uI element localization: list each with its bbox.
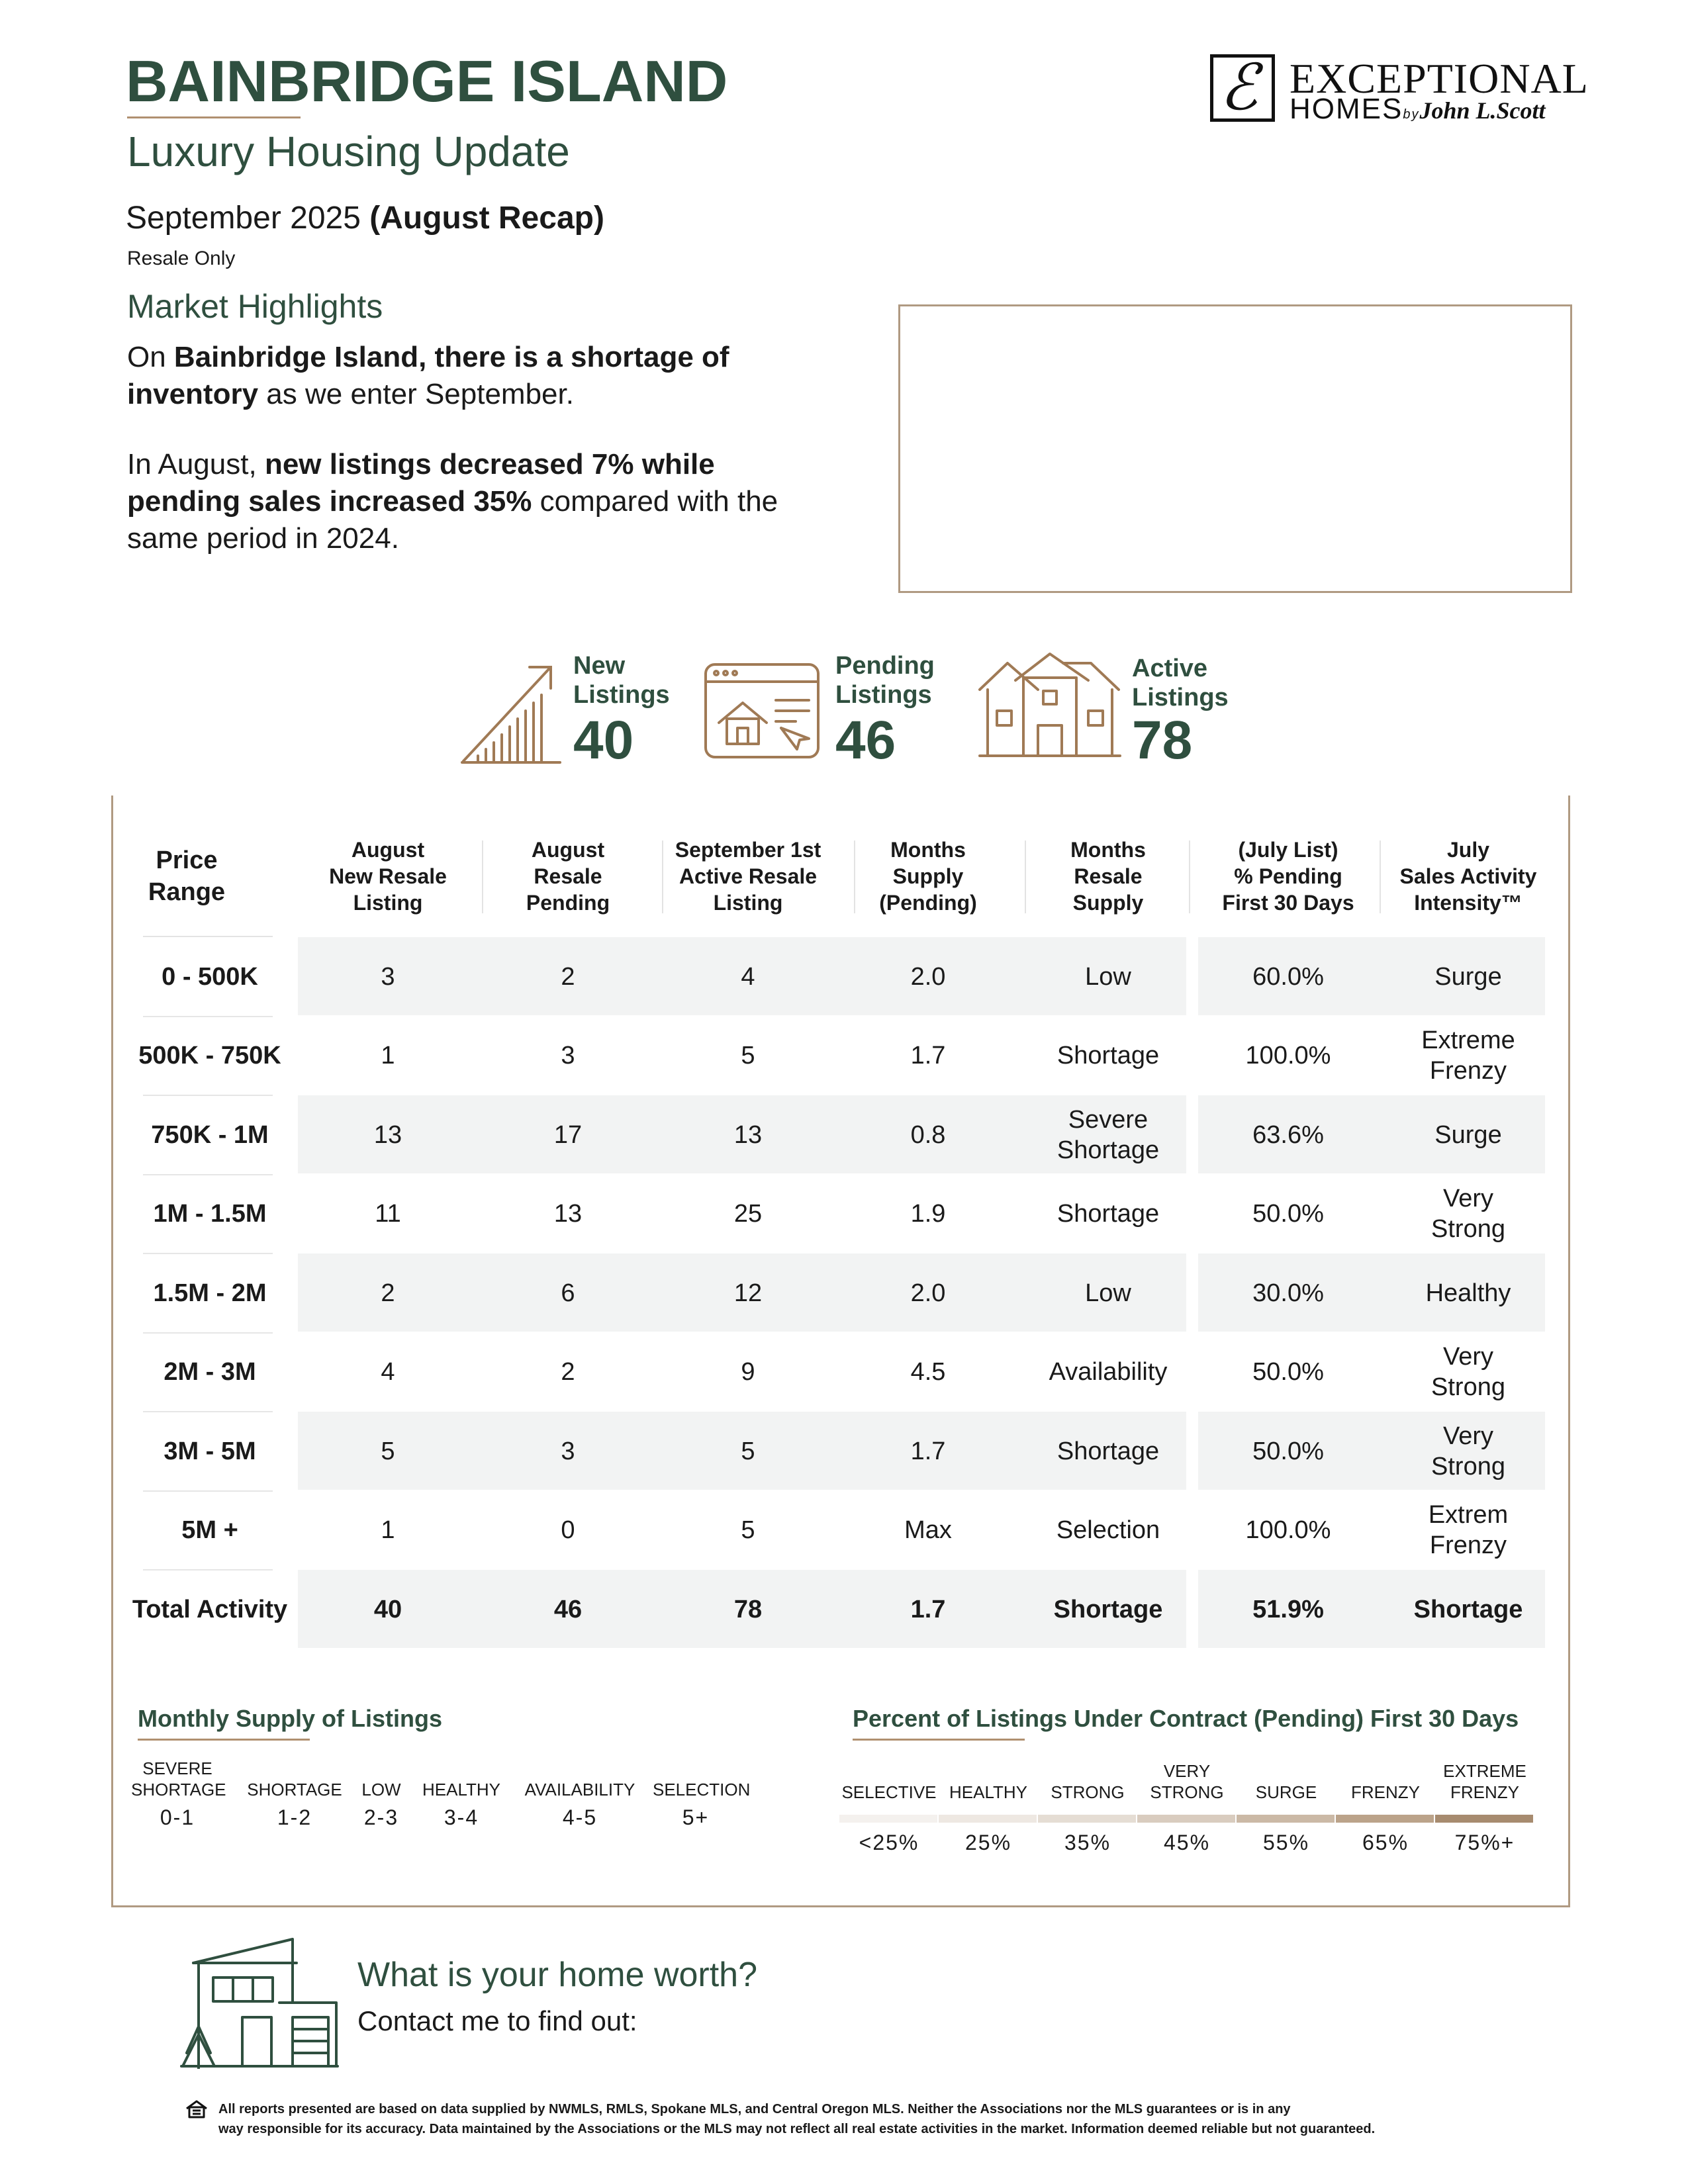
table-cell: Surge bbox=[1434, 1120, 1502, 1149]
column-header bbox=[1018, 837, 1198, 916]
column-header bbox=[478, 837, 658, 916]
page-subtitle: Luxury Housing Update bbox=[127, 128, 570, 175]
supply-legend-label: SHORTAGE bbox=[247, 1780, 342, 1799]
table-cell: 13 bbox=[733, 1120, 763, 1149]
highlight-paragraph-1 bbox=[127, 339, 829, 413]
table-cell: 3 bbox=[561, 1437, 575, 1465]
column-header-line: Months bbox=[1070, 838, 1146, 862]
p1-text-a: On bbox=[127, 341, 174, 373]
report-date bbox=[126, 200, 604, 236]
table-cell: Very Strong bbox=[1431, 1185, 1505, 1244]
total-cell: Total Activity bbox=[132, 1595, 288, 1623]
disclaimer bbox=[218, 2099, 1476, 2139]
table-cell: Very Strong bbox=[1431, 1422, 1505, 1480]
pending-legend-value: <25% bbox=[859, 1831, 919, 1854]
table-cell: Extreme Frenzy bbox=[1421, 1026, 1515, 1085]
table-cell: 4.5 bbox=[910, 1358, 946, 1387]
table-cell: 5 bbox=[741, 1516, 755, 1545]
total-cell: 40 bbox=[373, 1595, 402, 1623]
total-cell: 51.9% bbox=[1252, 1595, 1324, 1623]
table-cell: 1 bbox=[381, 1042, 395, 1070]
pending-legend-swatch bbox=[1435, 1815, 1533, 1823]
column-header bbox=[298, 837, 478, 916]
supply-legend-title: Monthly Supply of Listings bbox=[138, 1705, 442, 1732]
table-cell: 100.0% bbox=[1245, 1042, 1331, 1070]
stat-new-label bbox=[573, 651, 670, 709]
pending-legend-label: HEALTHY bbox=[949, 1782, 1027, 1802]
p2-text-c: compared with the same period in 2024. bbox=[127, 485, 778, 555]
logo-homes: HOMES bbox=[1289, 93, 1403, 125]
pending-legend-swatch bbox=[939, 1815, 1037, 1823]
pending-legend-title: Percent of Listings Under Contract (Pending) First 30 Days bbox=[853, 1705, 1519, 1732]
table-cell: 50.0% bbox=[1252, 1437, 1324, 1465]
table-cell: Max bbox=[904, 1516, 952, 1545]
supply-legend-label: SEVERE SHORTAGE bbox=[131, 1758, 226, 1799]
table-cell: 30.0% bbox=[1252, 1279, 1324, 1307]
table-cell: 1.9 bbox=[910, 1200, 946, 1228]
cta-title: What is your home worth? bbox=[357, 1956, 758, 1994]
table-cell: Healthy bbox=[1425, 1279, 1511, 1307]
table-cell: 1.5M - 2M bbox=[153, 1279, 267, 1307]
house-icon bbox=[977, 651, 1123, 767]
total-cell: Shortage bbox=[1053, 1595, 1163, 1623]
supply-legend-label: SELECTION bbox=[653, 1780, 751, 1799]
table-cell: 3 bbox=[561, 1042, 575, 1070]
logo-line1: EXCEPTIONAL bbox=[1289, 55, 1589, 102]
listing-screen-icon bbox=[703, 662, 822, 764]
logo-e-glyph: ℰ bbox=[1219, 50, 1258, 124]
column-header-line: Months bbox=[890, 838, 966, 862]
supply-legend-rule bbox=[138, 1739, 310, 1741]
supply-legend-label: LOW bbox=[361, 1780, 401, 1799]
report-month: September 2025 bbox=[126, 201, 361, 236]
total-cell: 1.7 bbox=[910, 1595, 946, 1623]
column-header bbox=[838, 837, 1018, 916]
supply-legend-value: 4-5 bbox=[562, 1805, 598, 1829]
table-cell: 5M + bbox=[181, 1516, 238, 1545]
p1-text-bold: Bainbridge Island, there is a shortage of inventory bbox=[127, 341, 729, 410]
table-cell: 0.8 bbox=[910, 1120, 946, 1149]
pending-legend-label: EXTREME FRENZY bbox=[1443, 1761, 1526, 1802]
supply-legend-value: 2-3 bbox=[363, 1805, 399, 1829]
highlight-paragraph-2 bbox=[127, 446, 829, 557]
supply-legend-label: AVAILABILITY bbox=[524, 1780, 635, 1799]
supply-legend-value: 1-2 bbox=[277, 1805, 312, 1829]
report-recap: (August Recap) bbox=[369, 201, 604, 236]
table-cell: 2 bbox=[561, 1358, 575, 1387]
table-cell: 17 bbox=[553, 1120, 583, 1149]
table-cell: Shortage bbox=[1056, 1437, 1160, 1465]
table-cell: Availability bbox=[1049, 1358, 1168, 1387]
table-cell: Surge bbox=[1434, 962, 1502, 991]
pending-legend-label: VERY STRONG bbox=[1150, 1761, 1224, 1802]
stat-new-label-2: Listings bbox=[573, 681, 670, 709]
total-cell: Shortage bbox=[1413, 1595, 1523, 1623]
supply-legend-value: 3-4 bbox=[444, 1805, 479, 1829]
column-header-line: Range bbox=[148, 878, 226, 906]
p2-text-a: In August, bbox=[127, 448, 265, 480]
table-cell: 60.0% bbox=[1252, 962, 1324, 991]
pending-legend-value: 45% bbox=[1163, 1831, 1211, 1854]
supply-legend-value: 5+ bbox=[682, 1805, 710, 1829]
resale-only-note: Resale Only bbox=[127, 248, 236, 269]
pending-legend-label: FRENZY bbox=[1351, 1782, 1420, 1802]
table-cell: Very Strong bbox=[1431, 1343, 1505, 1402]
disclaimer-line-2: way responsible for its accuracy. Data maintained by the Associations or the MLS may not reflect all real estate activities in the market. Information deemed reliable but not guaranteed. bbox=[218, 2122, 1376, 2136]
stat-pending-label-2: Listings bbox=[835, 681, 932, 709]
supply-legend-value: 0-1 bbox=[160, 1805, 195, 1829]
table-cell: 0 - 500K bbox=[162, 962, 258, 991]
column-header-line: Intensity™ bbox=[1414, 891, 1523, 915]
column-header-line: % Pending bbox=[1234, 864, 1342, 888]
table-cell: 1 bbox=[381, 1516, 395, 1545]
table-cell: 2.0 bbox=[910, 1279, 946, 1307]
pending-legend-swatch bbox=[1336, 1815, 1434, 1823]
column-header-line: New Resale bbox=[329, 864, 447, 888]
pending-legend-value: 65% bbox=[1362, 1831, 1409, 1854]
pending-legend-label: SELECTIVE bbox=[841, 1782, 937, 1802]
column-header-line: Resale bbox=[1074, 864, 1143, 888]
column-header bbox=[1378, 837, 1558, 916]
logo-line2 bbox=[1289, 93, 1546, 126]
table-cell: 50.0% bbox=[1252, 1200, 1324, 1228]
supply-legend-label: HEALTHY bbox=[422, 1780, 500, 1799]
stat-pending-label-1: Pending bbox=[835, 652, 935, 680]
pending-legend-swatch bbox=[839, 1815, 937, 1823]
table-cell: Low bbox=[1085, 962, 1131, 991]
column-header-line: Supply bbox=[892, 864, 964, 888]
title-underline bbox=[127, 116, 301, 118]
equal-housing-icon bbox=[185, 2099, 208, 2122]
pending-legend-swatch bbox=[1137, 1815, 1235, 1823]
table-cell: 100.0% bbox=[1245, 1516, 1331, 1545]
table-cell: 6 bbox=[561, 1279, 575, 1307]
column-header-line: Listing bbox=[713, 891, 783, 915]
total-cell: 78 bbox=[733, 1595, 763, 1623]
table-cell: 2.0 bbox=[910, 962, 946, 991]
home-building-icon bbox=[180, 1936, 339, 2072]
brand-logo[interactable] bbox=[1210, 50, 1589, 128]
table-cell: 5 bbox=[741, 1042, 755, 1070]
table-cell: 2 bbox=[561, 962, 575, 991]
pending-legend-value: 75%+ bbox=[1454, 1831, 1515, 1854]
stat-active-label-1: Active bbox=[1132, 655, 1208, 682]
column-header-line: Pending bbox=[526, 891, 610, 915]
column-header bbox=[658, 837, 838, 916]
column-header-line: Resale bbox=[534, 864, 602, 888]
table-cell: Extrem Frenzy bbox=[1428, 1501, 1509, 1560]
table-cell: 3 bbox=[381, 962, 395, 991]
cta-subtitle: Contact me to find out: bbox=[357, 2005, 637, 2036]
table-cell: 500K - 750K bbox=[138, 1042, 281, 1070]
stat-active-label-2: Listings bbox=[1132, 684, 1229, 711]
column-header-line: Sales Activity bbox=[1399, 864, 1537, 888]
column-header-line: August bbox=[531, 838, 605, 862]
table-cell: 3M - 5M bbox=[164, 1437, 256, 1465]
pending-legend-value: 35% bbox=[1064, 1831, 1111, 1854]
table-cell: 5 bbox=[741, 1437, 755, 1465]
table-cell: 11 bbox=[375, 1200, 401, 1228]
stat-new-label-1: New bbox=[573, 652, 626, 680]
stat-pending-label bbox=[835, 651, 935, 709]
stat-new-value: 40 bbox=[573, 710, 634, 770]
table-cell: 12 bbox=[733, 1279, 763, 1307]
trend-up-bars-icon bbox=[457, 655, 563, 771]
table-cell: Shortage bbox=[1056, 1200, 1160, 1228]
column-header-line: Listing bbox=[353, 891, 423, 915]
column-header-line: (Pending) bbox=[879, 891, 977, 915]
table-cell: 9 bbox=[741, 1358, 755, 1387]
pending-legend-value: 55% bbox=[1262, 1831, 1310, 1854]
table-cell: Severe Shortage bbox=[1056, 1105, 1160, 1164]
table-cell: Selection bbox=[1056, 1516, 1160, 1545]
page-title: BAINBRIDGE ISLAND bbox=[126, 48, 728, 114]
table-cell: 25 bbox=[733, 1200, 763, 1228]
p1-text-c: as we enter September. bbox=[258, 378, 574, 410]
table-cell: 4 bbox=[381, 1358, 395, 1387]
disclaimer-line-1: All reports presented are based on data supplied by NWMLS, RMLS, Spokane MLS, and Central Oregon MLS. Neither the Associations nor the MLS guarantees or is in any bbox=[218, 2102, 1291, 2116]
table-cell: 63.6% bbox=[1252, 1120, 1324, 1149]
table-cell: 13 bbox=[553, 1200, 583, 1228]
pending-legend-value: 25% bbox=[964, 1831, 1012, 1854]
pending-legend-rule bbox=[853, 1739, 1025, 1741]
table-cell: 750K - 1M bbox=[151, 1120, 269, 1149]
table-cell: 5 bbox=[381, 1437, 395, 1465]
pending-legend-label: STRONG bbox=[1051, 1782, 1125, 1802]
market-highlights-title: Market Highlights bbox=[127, 288, 383, 325]
column-header bbox=[122, 844, 252, 908]
table-cell: 2M - 3M bbox=[164, 1358, 256, 1387]
table-cell: 2 bbox=[381, 1279, 395, 1307]
table-cell: 1.7 bbox=[910, 1437, 946, 1465]
total-cell: 46 bbox=[553, 1595, 583, 1623]
column-header-line: Price bbox=[156, 846, 218, 874]
pending-legend-label: SURGE bbox=[1255, 1782, 1317, 1802]
column-header-line: (July List) bbox=[1238, 838, 1338, 862]
column-header-line: August bbox=[351, 838, 425, 862]
column-header-line: First 30 Days bbox=[1222, 891, 1354, 915]
table-cell: 1.7 bbox=[910, 1042, 946, 1070]
stat-active-value: 78 bbox=[1132, 710, 1193, 770]
stat-pending-value: 46 bbox=[835, 710, 896, 770]
table-cell: 50.0% bbox=[1252, 1358, 1324, 1387]
table-cell: 1M - 1.5M bbox=[153, 1200, 267, 1228]
logo-brand: John L.Scott bbox=[1419, 97, 1546, 124]
agent-photo-placeholder bbox=[898, 304, 1572, 593]
column-header-line: Active Resale bbox=[679, 864, 818, 888]
table-cell: 4 bbox=[741, 962, 755, 991]
table-cell: 13 bbox=[373, 1120, 402, 1149]
column-header-line: July bbox=[1446, 838, 1490, 862]
table-cell: Low bbox=[1085, 1279, 1131, 1307]
table-cell: 0 bbox=[561, 1516, 575, 1545]
column-header bbox=[1198, 837, 1378, 916]
pending-legend-swatch bbox=[1038, 1815, 1136, 1823]
p2-text-bold: new listings decreased 7% while pending sales increased 35% bbox=[127, 448, 715, 518]
table-cell: Shortage bbox=[1056, 1042, 1160, 1070]
pending-legend-swatch bbox=[1237, 1815, 1335, 1823]
stat-active-label bbox=[1132, 654, 1229, 712]
column-header-line: Supply bbox=[1072, 891, 1144, 915]
column-header-line: September 1st bbox=[675, 838, 821, 862]
logo-by: by bbox=[1403, 107, 1420, 122]
